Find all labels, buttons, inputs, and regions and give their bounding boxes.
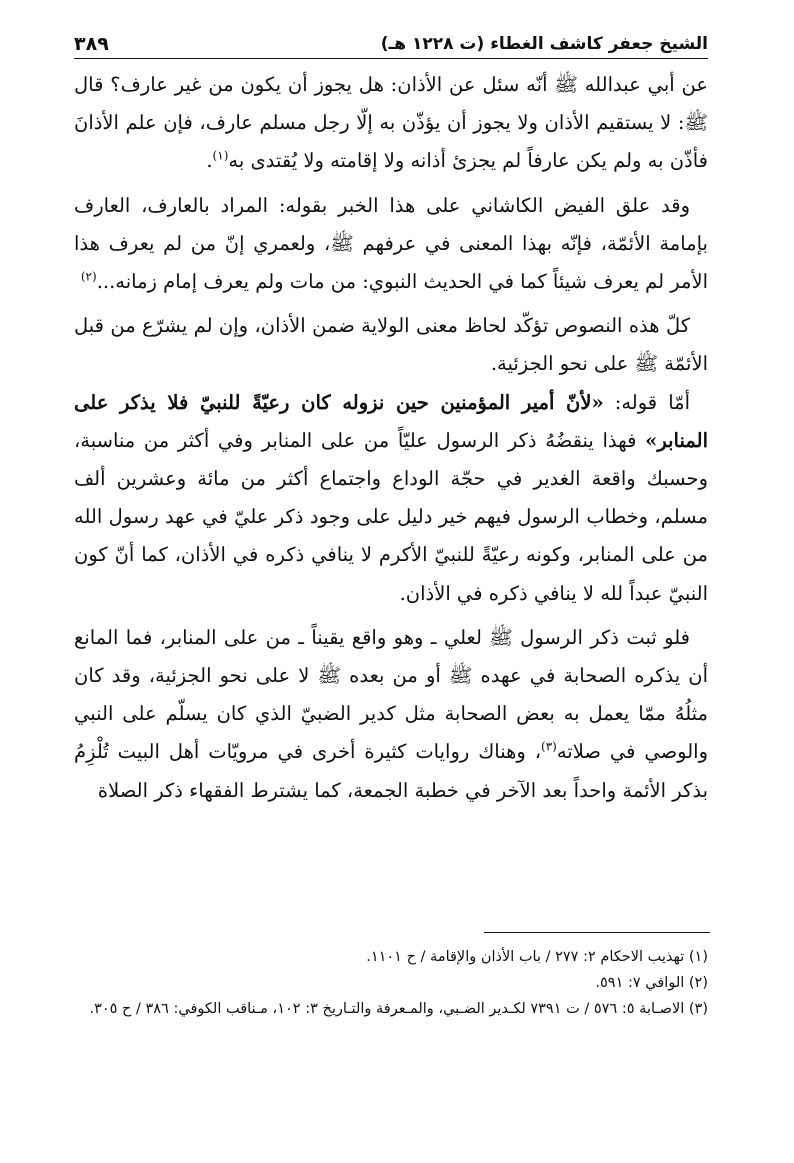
footnote-2: (٢) الوافي ٧: ٥٩١. <box>595 975 708 991</box>
paragraph-4-lead: أمّا قوله: <box>603 390 690 414</box>
quoted-claim: «لأنّ أمير المؤمنين حين نزوله كان رعيّةً للنبيّ فلا يذكر على المنابر» <box>74 390 708 452</box>
paragraph-4 <box>74 384 708 613</box>
footnote-3: (٣) الاصـابة ٥: ٥٧٦ / ت ٧٣٩١ لكـدير الضـبي، والمـعرفة والتـاريخ ٣: ١٠٢، مـناقب الكوفي: ٣٨٦ / ح ٣٠٥. <box>89 1001 708 1017</box>
footnote-1: (١) تهذيب الاحكام ٢: ٢٧٧ / باب الأذان والإقامة / ح ١١٠١. <box>366 949 708 965</box>
footnotes <box>74 944 708 1022</box>
paragraph-2-text: وقد علق الفيض الكاشاني على هذا الخبر بقوله: المراد بالعارف، العارف بإمامة الأئمّة، فإنّه بهذا المعنى في عرفهم ﷺ، ولعمري إنّ من لم يعرف هذا الأمر لم يعرف شيئاً كما في الحديث النبوي: من مات ولم يعرف إمام زمانه... <box>74 193 708 294</box>
paragraph-3-text: كلّ هذه النصوص تؤكّد لحاظ معنى الولاية ضمن الأذان، وإن لم يشرّع من قبل الأئمّة ﷺ على نحو الجزئية. <box>74 314 708 376</box>
main-text <box>74 66 708 810</box>
footnote-ref-3: (٣) <box>541 739 557 754</box>
paragraph-5-tail: ، وهناك روايات كثيرة أخرى في مرويّات أهل البيت تُلْزِمُ بذكر الأئمة واحداً بعد الآخر في خطبة الجمعة، كما يشترط الفقهاء ذكر الصلاة <box>74 740 708 802</box>
paragraph-5 <box>74 619 708 810</box>
paragraph-1-tail: . <box>206 149 213 173</box>
paragraph-5-text: فلو ثبت ذكر الرسول ﷺ لعلي ـ وهو واقع يقيناً ـ من على المنابر، فما المانع أن يذكره الصحابة في عهده ﷺ أو من بعده ﷺ لا على نحو الجزئية، وقد كان مثلُهُ ممّا يعمل به بعض الصحابة مثل كدير الضبيّ الذي كان يسلّم على النبي والوصي في صلاته <box>74 625 708 764</box>
paragraph-1-text: عن أبي عبدالله ﷺ أنّه سئل عن الأذان: هل يجوز أن يكون من غير عارف؟ قال ﷺ: لا يستقيم الأذان ولا يجوز أن يؤذّن به إلّا رجل مسلم عارف، فإن علم الأذانَ فأذّن به ولم يكن عارفاً لم يجزئ أذانه ولا إقامته ولا يُقتدى به <box>74 73 708 173</box>
paragraph-3 <box>74 307 708 383</box>
paragraph-2 <box>74 187 708 302</box>
paragraph-1 <box>74 66 708 181</box>
running-header <box>74 28 708 59</box>
page-number: ٣٨٩ <box>74 33 109 55</box>
paragraph-4-text: فهذا ينقضُهُ ذكر الرسول عليّاً من على المنابر وفي أكثر من مناسبة، وحسبك واقعة الغدير في حجّة الوداع واجتماع أكثر من مائة وعشرين ألف مسلم، وخطاب الرسول فيهم خير دليل على وجود ذكر عليّ في عهد رسول الله من على المنابر، وكونه رعيّةً للنبيّ الأكرم لا ينافي ذكره في الأذان، كما أنّ كون النبيّ عبداً لله لا ينافي ذكره في الأذان. <box>74 428 708 605</box>
footnote-ref-1: (١) <box>212 148 229 163</box>
header-title: الشيخ جعفر كاشف الغطاء (ت ١٢٢٨ هـ) <box>380 34 708 54</box>
footnote-separator <box>484 932 710 933</box>
footnote-ref-2: (٢) <box>80 269 97 284</box>
